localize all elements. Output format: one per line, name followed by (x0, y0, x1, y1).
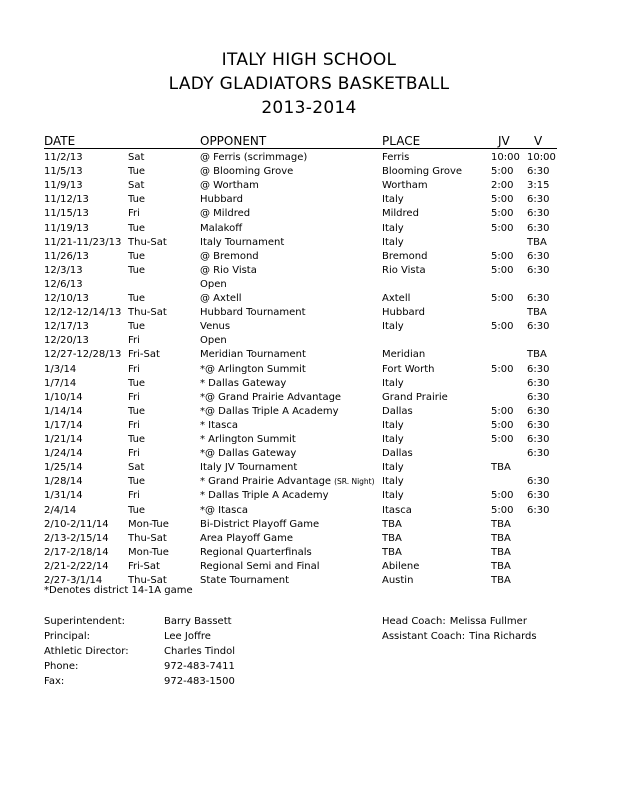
game-v-time: TBA (527, 307, 547, 319)
game-date: 1/17/14 (44, 419, 83, 431)
game-day: Fri-Sat (128, 349, 160, 361)
game-date: 2/27-3/1/14 (44, 575, 103, 586)
game-day: Sat (128, 152, 145, 163)
game-opponent: Hubbard (200, 194, 243, 206)
game-v-time: 6:30 (527, 363, 550, 375)
game-place: Italy (382, 222, 404, 234)
game-jv-time: 5:00 (491, 166, 514, 178)
game-place: Grand Prairie (382, 391, 448, 403)
game-jv-time: 2:00 (491, 180, 514, 192)
team-title: LADY GLADIATORS BASKETBALL (168, 74, 450, 94)
game-date: 1/24/14 (44, 448, 83, 460)
game-opponent: @ Wortham (200, 180, 259, 192)
game-jv-time: 5:00 (491, 222, 514, 234)
game-v-time: 6:30 (527, 504, 550, 516)
game-v-time: 6:30 (527, 391, 550, 403)
game-day: Tue (128, 250, 146, 262)
game-place: Meridian (382, 349, 426, 361)
game-opponent: * Dallas Triple A Academy (200, 490, 329, 502)
game-v-time: 6:30 (527, 321, 550, 333)
game-date: 1/21/14 (44, 434, 83, 445)
header-rule (44, 148, 557, 149)
game-day: Fri (128, 419, 140, 431)
game-day: Fri (128, 391, 140, 403)
game-v-time: 6:30 (527, 434, 550, 445)
game-date: 1/3/14 (44, 363, 77, 375)
coach-label: Head Coach: (382, 616, 446, 627)
game-v-time: 6:30 (527, 419, 550, 431)
game-place: Italy (382, 377, 404, 389)
game-opponent: Area Playoff Game (200, 532, 294, 544)
game-jv-time: TBA (491, 462, 511, 474)
game-date: 2/21-2/22/14 (44, 560, 109, 572)
coach-name: Melissa Fullmer (449, 616, 527, 627)
game-place: Austin (382, 575, 414, 586)
game-day: Mon-Tue (128, 518, 169, 530)
game-day: Thu-Sat (128, 575, 167, 586)
game-date: 2/13-2/15/14 (44, 532, 109, 544)
game-date: 11/19/13 (44, 222, 89, 234)
coach-entry (382, 616, 527, 627)
game-opponent: @ Bremond (200, 250, 259, 262)
staff-label: Athletic Director: (44, 646, 129, 657)
game-date: 11/26/13 (44, 250, 89, 262)
game-day: Thu-Sat (128, 532, 167, 544)
game-opponent: @ Ferris (scrimmage) (200, 152, 308, 163)
game-place: Italy (382, 476, 404, 488)
game-opponent: Meridian Tournament (200, 349, 306, 361)
game-place: TBA (382, 518, 402, 530)
game-date: 12/20/13 (44, 335, 89, 347)
game-v-time: 6:30 (527, 264, 550, 276)
game-date: 11/5/13 (44, 166, 83, 178)
game-day: Tue (128, 504, 146, 516)
game-v-time: 6:30 (527, 166, 550, 178)
staff-value: Lee Joffre (164, 631, 211, 642)
game-opponent: *@ Arlington Summit (200, 363, 306, 375)
staff-value: Barry Bassett (164, 616, 232, 627)
game-opponent: Bi-District Playoff Game (200, 518, 320, 530)
game-place: Italy (382, 236, 404, 248)
game-place: Dallas (382, 405, 413, 417)
game-place: Italy (382, 490, 404, 502)
col-header-date: DATE (44, 134, 76, 148)
col-header-v: V (534, 134, 543, 148)
staff-value: Charles Tindol (164, 646, 236, 657)
game-opponent: State Tournament (200, 575, 290, 586)
game-place: Bremond (382, 250, 428, 262)
game-date: 12/6/13 (44, 278, 83, 290)
game-date: 11/9/13 (44, 180, 83, 192)
game-date: 11/2/13 (44, 152, 83, 163)
game-day: Sat (128, 462, 145, 474)
game-place: Fort Worth (382, 363, 435, 375)
game-opponent: * Itasca (200, 419, 239, 431)
game-date: 11/12/13 (44, 194, 89, 206)
game-jv-time: TBA (491, 575, 511, 586)
game-date: 12/3/13 (44, 264, 83, 276)
game-day: Thu-Sat (128, 236, 167, 248)
game-opponent: @ Axtell (200, 293, 242, 304)
game-place: Mildred (382, 208, 419, 220)
game-place: Abilene (382, 560, 420, 572)
staff-value: 972-483-1500 (164, 676, 235, 687)
game-v-time: TBA (527, 236, 547, 248)
game-day: Sat (128, 180, 145, 192)
game-date: 1/10/14 (44, 391, 83, 403)
game-opponent: * Arlington Summit (200, 434, 296, 445)
game-v-time: 6:30 (527, 293, 550, 304)
staff-label: Fax: (44, 676, 65, 687)
game-date: 1/14/14 (44, 405, 83, 417)
game-date: 1/7/14 (44, 377, 77, 389)
game-opponent: Regional Quarterfinals (200, 546, 312, 558)
staff-label: Superintendent: (44, 616, 125, 627)
game-v-time: 6:30 (527, 250, 550, 262)
game-jv-time: TBA (491, 546, 511, 558)
game-opponent: Italy Tournament (200, 236, 285, 248)
game-jv-time: 5:00 (491, 321, 514, 333)
game-opponent: * Dallas Gateway (200, 377, 287, 389)
game-v-time: 10:00 (527, 152, 556, 163)
game-place: Dallas (382, 448, 413, 460)
game-jv-time: 5:00 (491, 405, 514, 417)
game-date: 12/27-12/28/13 (44, 349, 122, 361)
game-day: Fri (128, 208, 140, 220)
game-v-time: TBA (527, 349, 547, 361)
game-jv-time: 5:00 (491, 208, 514, 220)
game-day: Tue (128, 434, 146, 445)
staff-label: Phone: (44, 661, 79, 672)
game-day: Fri (128, 448, 140, 460)
game-jv-time: 5:00 (491, 264, 514, 276)
game-day: Fri (128, 335, 140, 347)
game-day: Tue (128, 476, 146, 488)
game-v-time: 6:30 (527, 194, 550, 206)
game-jv-time: 5:00 (491, 504, 514, 516)
game-v-time: 3:15 (527, 180, 550, 192)
game-date: 12/17/13 (44, 321, 89, 333)
game-day: Mon-Tue (128, 546, 169, 558)
game-opponent: Open (200, 278, 227, 290)
game-place: Italy (382, 194, 404, 206)
game-day: Fri-Sat (128, 560, 160, 572)
game-place: Italy (382, 321, 404, 333)
game-jv-time: TBA (491, 518, 511, 530)
game-place: Italy (382, 434, 404, 445)
game-day: Tue (128, 405, 146, 417)
game-date: 12/12-12/14/13 (44, 307, 122, 319)
game-day: Tue (128, 321, 146, 333)
game-date: 11/15/13 (44, 208, 89, 220)
game-date: 2/4/14 (44, 504, 77, 516)
game-day: Tue (128, 264, 146, 276)
school-title: ITALY HIGH SCHOOL (221, 50, 397, 70)
game-date: 2/10-2/11/14 (44, 518, 109, 530)
game-place: Axtell (382, 293, 411, 304)
staff-value: 972-483-7411 (164, 661, 235, 672)
game-v-time: 6:30 (527, 222, 550, 234)
game-day: Tue (128, 166, 146, 178)
game-day: Fri (128, 363, 140, 375)
col-header-opponent: OPPONENT (200, 134, 267, 148)
game-jv-time: 5:00 (491, 194, 514, 206)
game-jv-time: 5:00 (491, 490, 514, 502)
game-opponent: Open (200, 335, 227, 347)
game-jv-time: 5:00 (491, 363, 514, 375)
game-v-time: 6:30 (527, 208, 550, 220)
game-place: Itasca (382, 504, 412, 516)
game-date: 1/28/14 (44, 476, 83, 488)
game-date: 2/17-2/18/14 (44, 546, 109, 558)
game-day: Thu-Sat (128, 307, 167, 319)
col-header-place: PLACE (382, 134, 421, 148)
game-opponent: * Grand Prairie Advantage (SR. Night) (200, 476, 375, 488)
game-date: 11/21-11/23/13 (44, 236, 122, 248)
game-v-time: 6:30 (527, 448, 550, 460)
game-jv-time: 5:00 (491, 419, 514, 431)
game-opponent: @ Mildred (200, 208, 251, 220)
game-day: Tue (128, 222, 146, 234)
game-day: Tue (128, 293, 146, 304)
game-date: 1/31/14 (44, 490, 83, 502)
game-place: Italy (382, 462, 404, 474)
game-day: Tue (128, 377, 146, 389)
game-opponent: @ Rio Vista (200, 264, 257, 276)
game-v-time: 6:30 (527, 405, 550, 417)
staff-label: Principal: (44, 631, 90, 642)
game-jv-time: TBA (491, 560, 511, 572)
game-place: Ferris (382, 152, 410, 163)
game-opponent: Hubbard Tournament (200, 307, 306, 319)
game-v-time: 6:30 (527, 490, 550, 502)
coach-name: Tina Richards (469, 631, 537, 642)
game-opponent: *@ Dallas Triple A Academy (200, 405, 339, 417)
game-jv-time: TBA (491, 532, 511, 544)
game-jv-time: 10:00 (491, 152, 520, 163)
district-footnote: *Denotes district 14-1A game (44, 585, 193, 596)
game-v-time: 6:30 (527, 476, 550, 488)
game-date: 12/10/13 (44, 293, 89, 304)
game-place: Blooming Grove (382, 166, 463, 178)
season-title: 2013-2014 (261, 98, 357, 118)
game-place: Rio Vista (382, 264, 426, 276)
game-opponent: Malakoff (200, 222, 243, 234)
game-day: Tue (128, 194, 146, 206)
game-day: Fri (128, 490, 140, 502)
game-opponent: Regional Semi and Final (200, 560, 320, 572)
game-place: Wortham (382, 180, 428, 192)
coach-entry (382, 631, 537, 642)
game-jv-time: 5:00 (491, 293, 514, 304)
game-place: Italy (382, 419, 404, 431)
game-opponent: Venus (200, 321, 231, 333)
game-jv-time: 5:00 (491, 250, 514, 262)
game-opponent: *@ Grand Prairie Advantage (200, 391, 342, 403)
col-header-jv: JV (498, 134, 510, 148)
game-date: 1/25/14 (44, 462, 83, 474)
game-opponent: *@ Itasca (200, 504, 249, 516)
game-note: (SR. Night) (334, 477, 375, 487)
game-opponent: *@ Dallas Gateway (200, 448, 297, 460)
game-v-time: 6:30 (527, 377, 550, 389)
game-jv-time: 5:00 (491, 434, 514, 445)
game-place: TBA (382, 532, 402, 544)
coach-label: Assistant Coach: (382, 631, 466, 642)
game-place: TBA (382, 546, 402, 558)
game-opponent: @ Blooming Grove (200, 166, 294, 178)
game-place: Hubbard (382, 307, 425, 319)
game-opponent: Italy JV Tournament (200, 462, 298, 474)
